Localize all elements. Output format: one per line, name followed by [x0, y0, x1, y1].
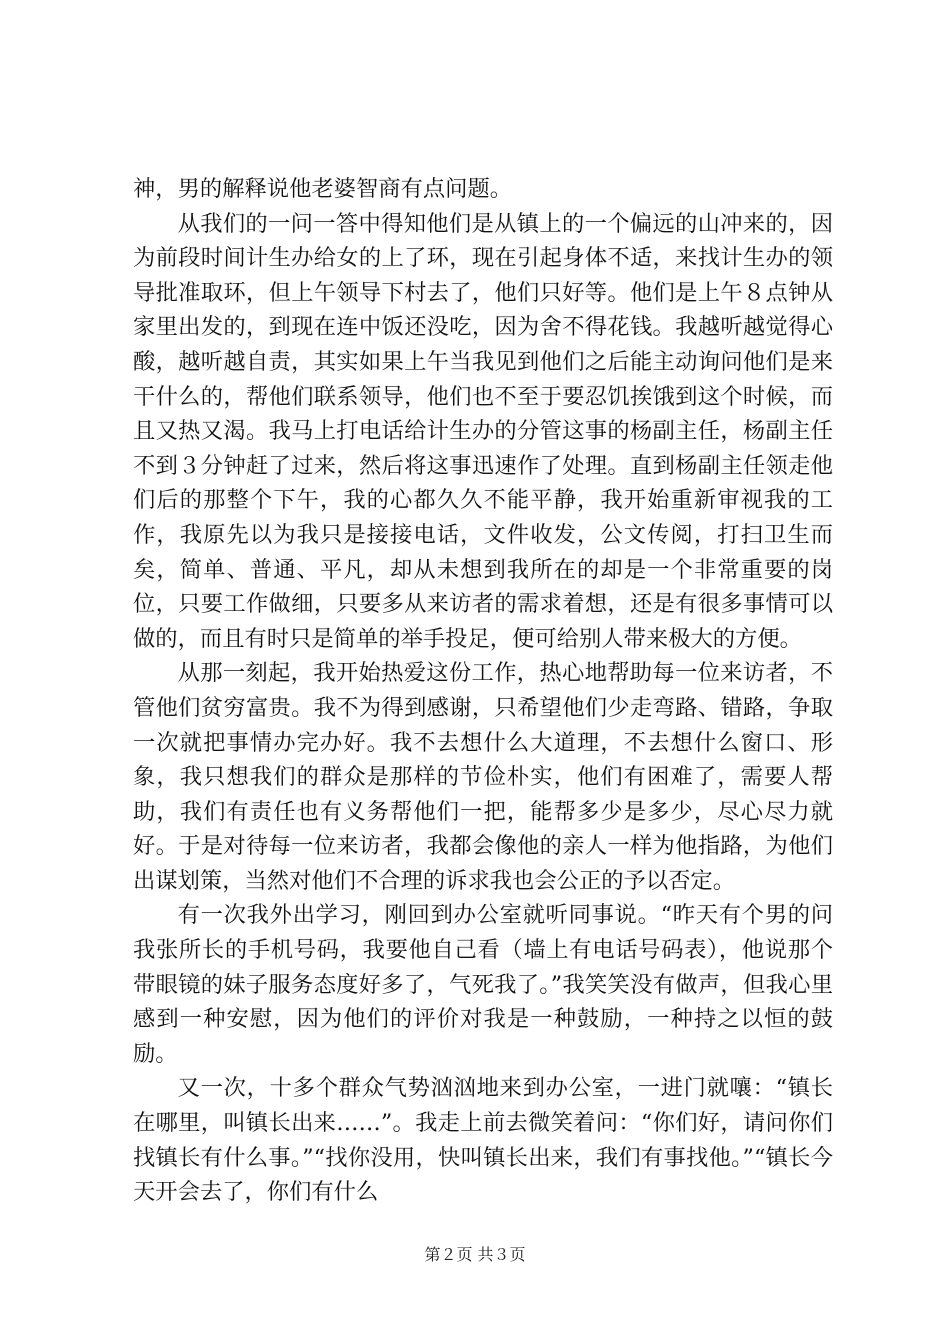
page-number-footer: 第２页 共３页 — [424, 1245, 526, 1264]
paragraph-love-of-work: 从那一刻起，我开始热爱这份工作，热心地帮助每一位来访者，不管他们贫穷富贵。我不为得到感谢，只希望他们少走弯路、错路，争取一次就把事情办完办好。我不去想什么大道理，不去想什么窗口、形象，我只想我们的群众是那样的节俭朴实，他们有困难了，需要人帮助，我们有责任也有义务帮他们一把，能帮多少是多少，尽心尽力就好。于是对待每一位来访者，我都会像他的亲人一样为他指路，为他们出谋划策，当然对他们不合理的诉求我也会公正的予以否定。 — [133, 660, 833, 894]
paragraph-crowd-arrival: 又一次，十多个群众气势汹汹地来到办公室，一进门就嚷：“镇长在哪里，叫镇长出来……”。我走上前去微笑着问：“你们好，请问你们找镇长有什么事。”“找你没用，快叫镇长出来，我们有事找他。”“镇长今天开会去了，你们有什么 — [133, 1075, 833, 1206]
paragraph-continuation: 神，男的解释说他老婆智商有点问题。 — [133, 176, 513, 202]
body-text — [133, 172, 833, 1210]
paragraph-colleague-feedback: 有一次我外出学习，刚回到办公室就听同事说。“昨天有个男的问我张所长的手机号码，我要他自己看（墙上有电话号码表），他说那个带眼镜的妹子服务态度好多了，气死我了。”我笑笑没有做声，但我心里感到一种安慰，因为他们的评价对我是一种鼓励，一种持之以恒的鼓励。 — [133, 902, 833, 1067]
paragraph-visitors-story: 从我们的一问一答中得知他们是从镇上的一个偏远的山冲来的，因为前段时间计生办给女的上了环，现在引起身体不适，来找计生办的领导批准取环，但上午领导下村去了，他们只好等。他们是上午８点钟从家里出发的，到现在连中饭还没吃，因为舍不得花钱。我越听越觉得心酸，越听越自责，其实如果上午当我见到他们之后能主动询问他们是来干什么的，帮他们联系领导，他们也不至于要忍饥挨饿到这个时候，而且又热又渴。我马上打电话给计生办的分管这事的杨副主任，杨副主任不到３分钟赶了过来，然后将这事迅速作了处理。直到杨副主任领走他们后的那整个下午，我的心都久久不能平静，我开始重新审视我的工作，我原先以为我只是接接电话，文件收发，公文传阅，打扫卫生而矣，简单、普通、平凡，却从未想到我所在的却是一个非常重要的岗位，只要工作做细，只要多从来访者的需求着想，还是有很多事情可以做的，而且有时只是简单的举手投足，便可给别人带来极大的方便。 — [133, 210, 833, 652]
